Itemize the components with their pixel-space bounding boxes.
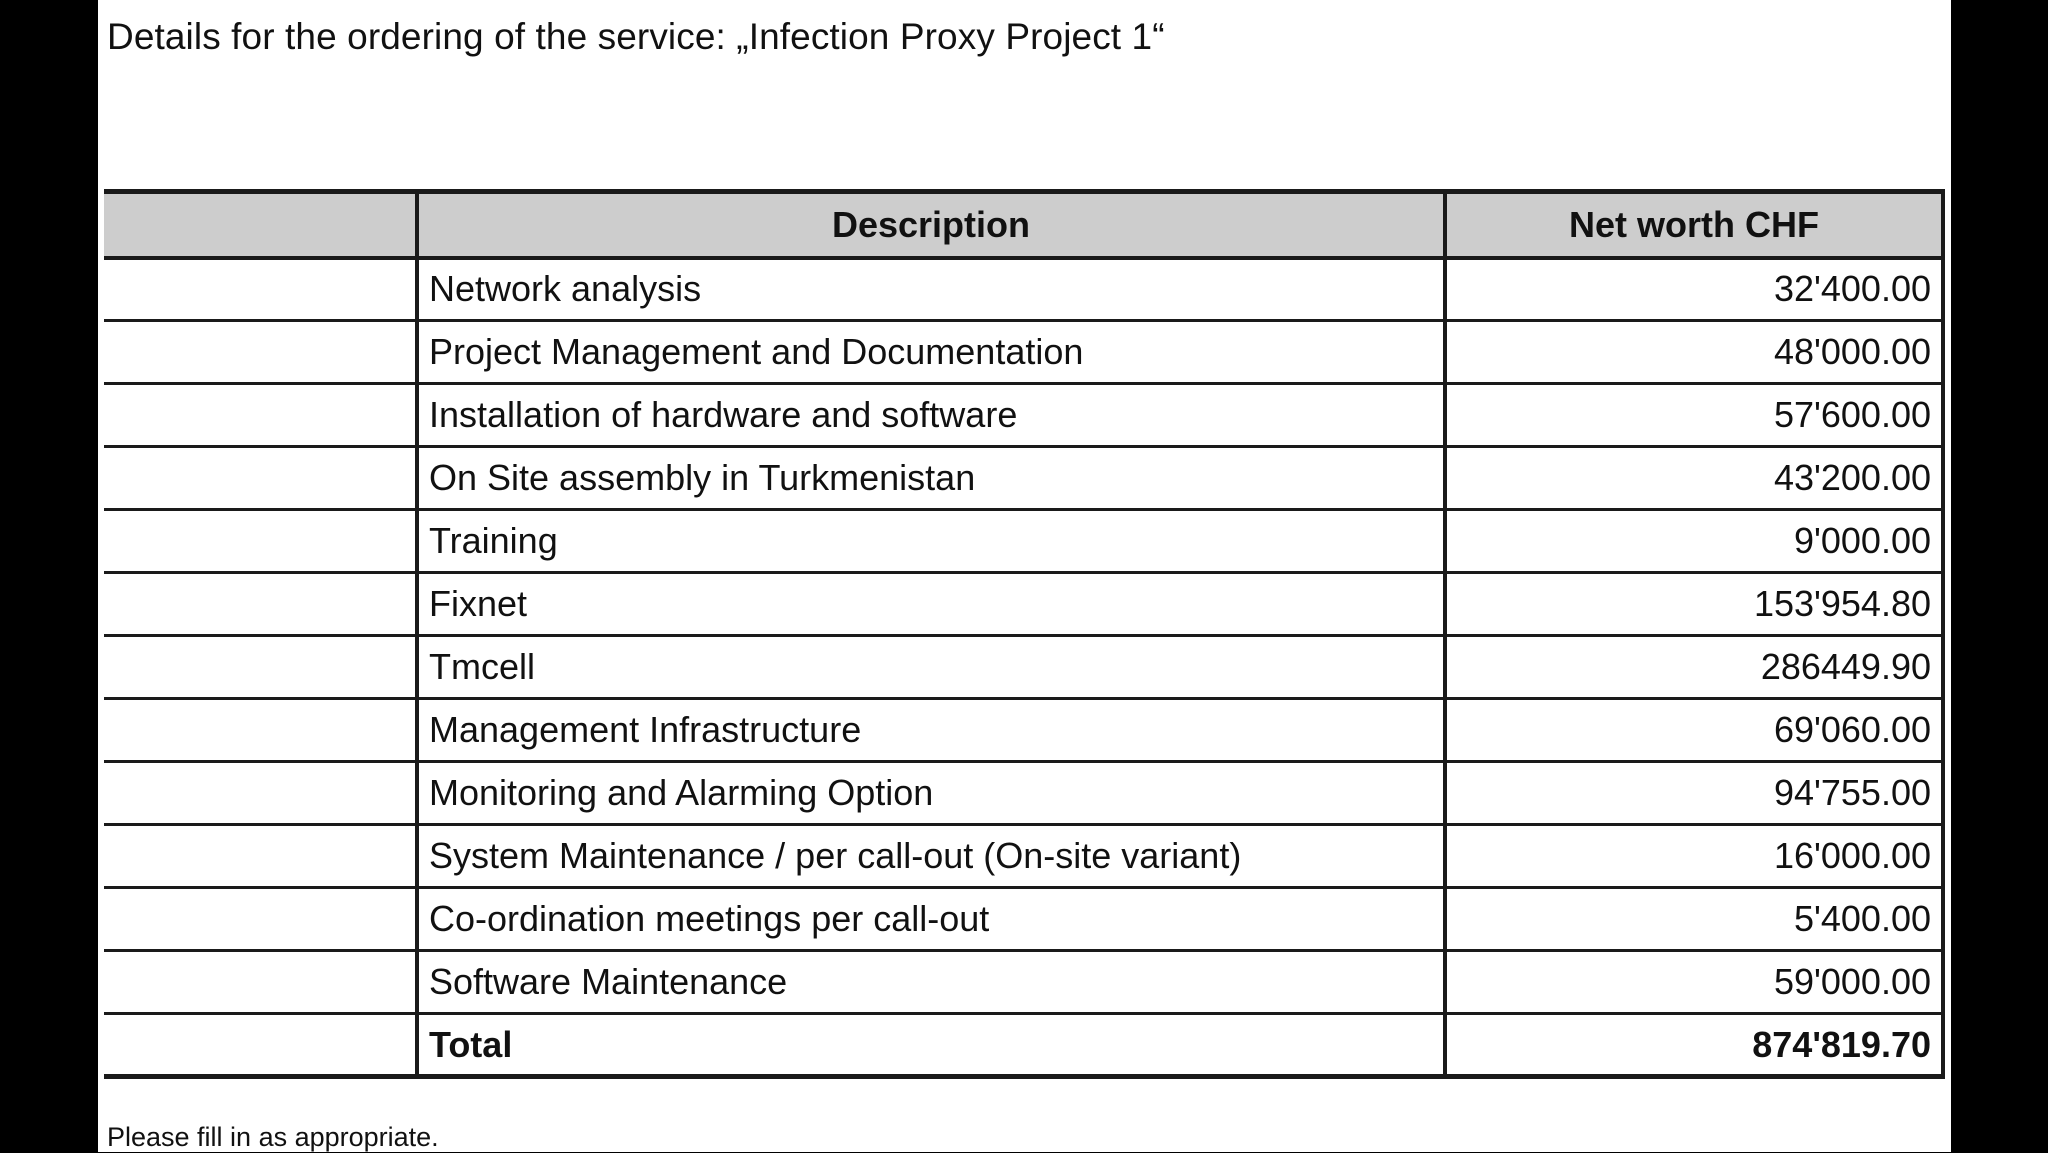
table-row xyxy=(104,447,1943,510)
header-description: Description xyxy=(417,192,1445,258)
blank-cell xyxy=(104,510,417,573)
service-cost-table xyxy=(104,189,1945,1079)
blank-cell xyxy=(104,699,417,762)
blank-cell xyxy=(104,321,417,384)
row-description: Co-ordination meetings per call-out xyxy=(417,888,1445,951)
row-amount: 59'000.00 xyxy=(1445,951,1943,1014)
document-title: Details for the ordering of the service: „Infection Proxy Project 1“ xyxy=(107,16,1165,57)
blank-cell xyxy=(104,888,417,951)
row-description: Installation of hardware and software xyxy=(417,384,1445,447)
total-row xyxy=(104,1014,1943,1077)
row-amount: 57'600.00 xyxy=(1445,384,1943,447)
row-description: Project Management and Documentation xyxy=(417,321,1445,384)
blank-cell xyxy=(104,573,417,636)
blank-cell xyxy=(104,384,417,447)
blank-cell xyxy=(104,825,417,888)
table-row xyxy=(104,762,1943,825)
table-row xyxy=(104,825,1943,888)
blank-cell xyxy=(104,1014,417,1077)
row-description: On Site assembly in Turkmenistan xyxy=(417,447,1445,510)
row-amount: 286449.90 xyxy=(1445,636,1943,699)
row-description: Management Infrastructure xyxy=(417,699,1445,762)
row-amount: 94'755.00 xyxy=(1445,762,1943,825)
row-amount: 5'400.00 xyxy=(1445,888,1943,951)
table-header-row xyxy=(104,192,1943,258)
row-amount: 153'954.80 xyxy=(1445,573,1943,636)
table-row xyxy=(104,510,1943,573)
table-row xyxy=(104,258,1943,321)
blank-cell xyxy=(104,258,417,321)
blank-cell xyxy=(104,762,417,825)
table-row xyxy=(104,321,1943,384)
table-row xyxy=(104,699,1943,762)
row-description: Software Maintenance xyxy=(417,951,1445,1014)
total-label: Total xyxy=(417,1014,1445,1077)
table-row xyxy=(104,888,1943,951)
row-amount: 9'000.00 xyxy=(1445,510,1943,573)
footnote: Please fill in as appropriate. xyxy=(107,1122,439,1152)
row-amount: 69'060.00 xyxy=(1445,699,1943,762)
table-row xyxy=(104,573,1943,636)
row-amount: 16'000.00 xyxy=(1445,825,1943,888)
row-description: Fixnet xyxy=(417,573,1445,636)
row-description: Network analysis xyxy=(417,258,1445,321)
row-description: Tmcell xyxy=(417,636,1445,699)
row-amount: 32'400.00 xyxy=(1445,258,1943,321)
blank-cell xyxy=(104,951,417,1014)
table-row xyxy=(104,636,1943,699)
row-amount: 48'000.00 xyxy=(1445,321,1943,384)
blank-cell xyxy=(104,447,417,510)
blank-cell xyxy=(104,636,417,699)
row-description: Training xyxy=(417,510,1445,573)
document-page xyxy=(98,0,1951,1152)
row-description: System Maintenance / per call-out (On-site variant) xyxy=(417,825,1445,888)
total-amount: 874'819.70 xyxy=(1445,1014,1943,1077)
row-amount: 43'200.00 xyxy=(1445,447,1943,510)
header-net-worth: Net worth CHF xyxy=(1445,192,1943,258)
table-row xyxy=(104,951,1943,1014)
table-row xyxy=(104,384,1943,447)
row-description: Monitoring and Alarming Option xyxy=(417,762,1445,825)
header-blank-cell xyxy=(104,192,417,258)
